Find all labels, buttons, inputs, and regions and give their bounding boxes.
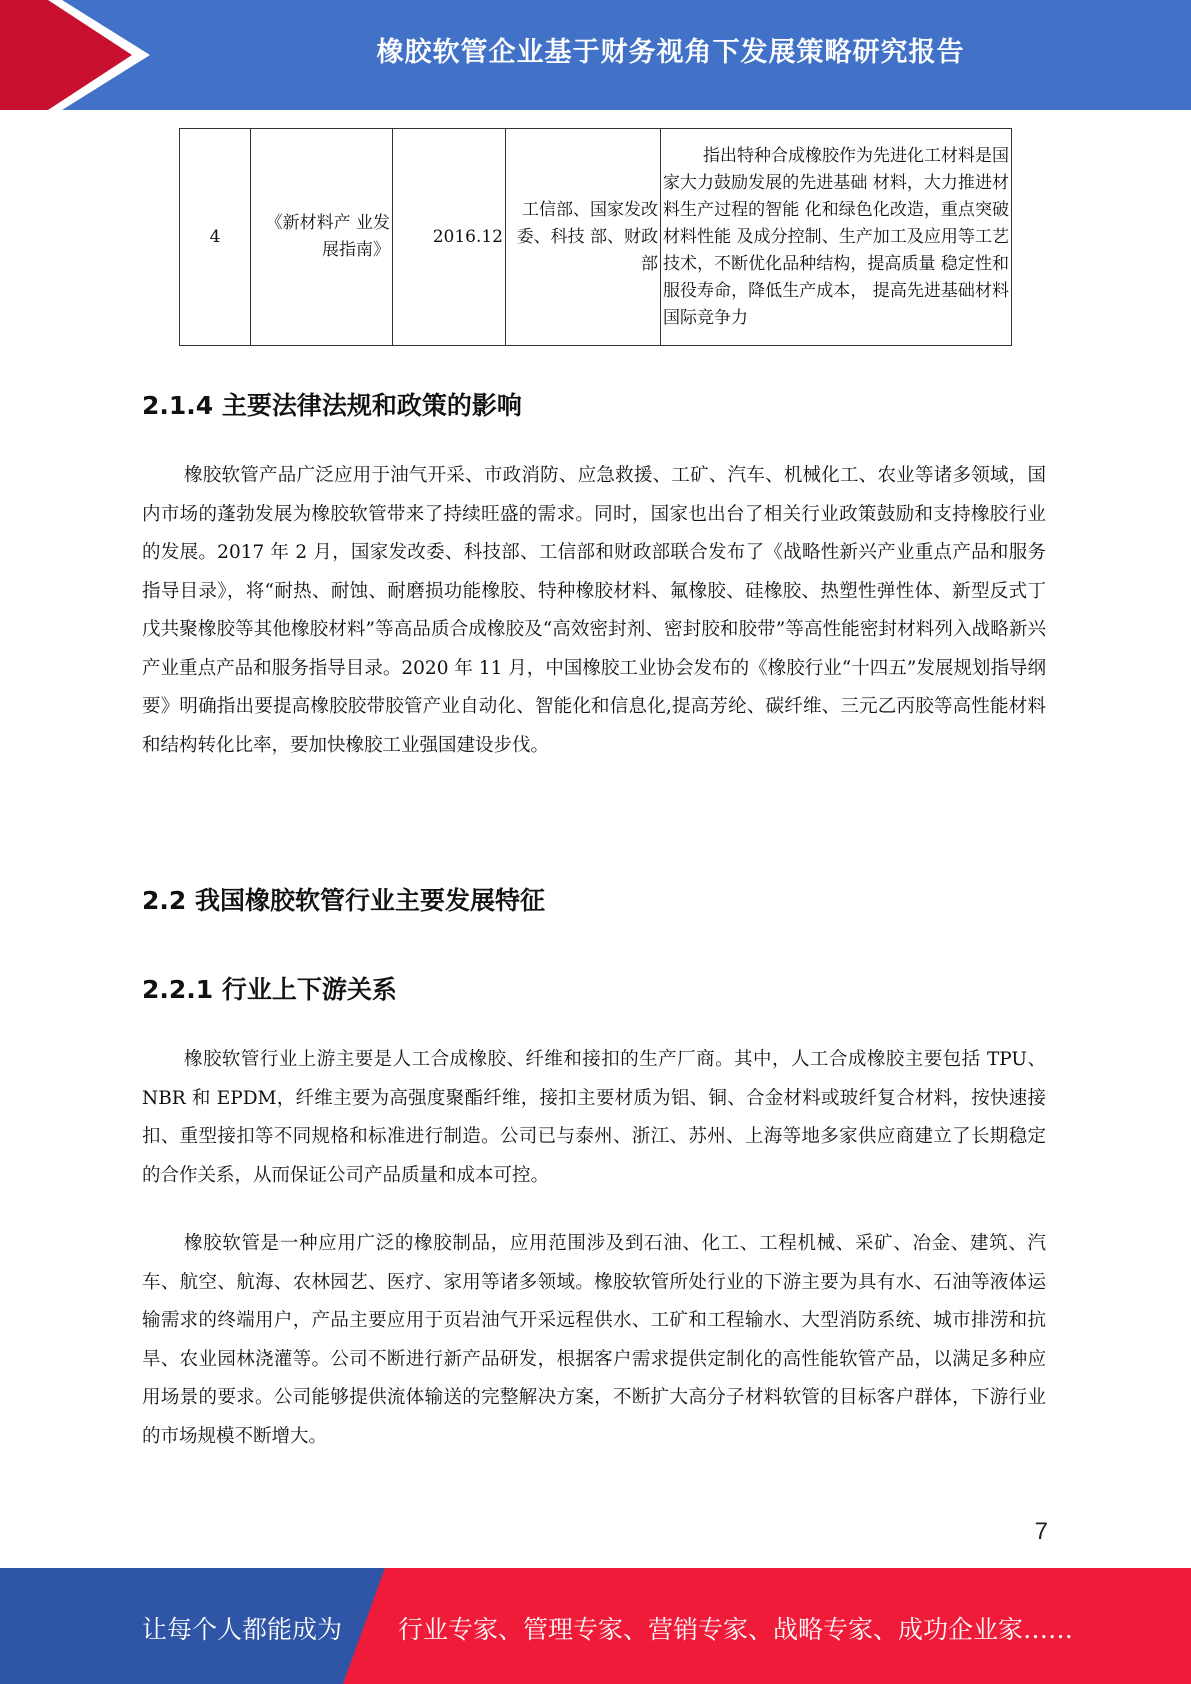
heading-2-2-1: 2.2.1 行业上下游关系 (142, 975, 397, 1004)
paragraph-upstream: 橡胶软管行业上游主要是人工合成橡胶、纤维和接扣的生产厂商。其中，人工合成橡胶主要包括 TPU、NBR 和 EPDM，纤维主要为高强度聚酯纤维，接扣主要材质为铝、铜、合金材料或玻纤复合材料，按快速接扣、重型接扣等不同规格和标准进行制造。公司已与泰州、浙江、苏州、上海等地多家供应商建立了长期稳定的合作关系，从而保证公司产品质量和成本可控。 (142, 1049, 1046, 1186)
cell-number: 4 (180, 129, 251, 346)
paragraph-policy-impact: 橡胶软管产品广泛应用于油气开采、市政消防、应急救援、工矿、汽车、机械化工、农业等诸多领域，国内市场的蓬勃发展为橡胶软管带来了持续旺盛的需求。同时，国家也出台了相关行业政策鼓励和支持橡胶行业的发展。2017 年 2 月，国家发改委、科技部、工信部和财政部联合发布了《战略性新兴产业重点产品和服务指导目录》，将“耐热、耐蚀、耐磨损功能橡胶、特种橡胶材料、氟橡胶、硅橡胶、热塑性弹性体、新型反式丁戊共聚橡胶等其他橡胶材料”等高品质合成橡胶及“高效密封剂、密封胶和胶带”等高性能密封材料列入战略新兴产业重点产品和服务指导目录。2020 年 11 月，中国橡胶工业协会发布的《橡胶行业“十四五”发展规划指导纲要》明确指出要提高橡胶胶带胶管产业自动化、智能化和信息化,提高芳纶、碳纤维、三元乙丙胶等高性能材料和结构转化比率，要加快橡胶工业强国建设步伐。 (142, 465, 1046, 756)
cell-policy-name: 《新材料产 业发展指南》 (251, 129, 393, 346)
cell-date: 2016.12 (393, 129, 506, 346)
paragraph-downstream: 橡胶软管是一种应用广泛的橡胶制品，应用范围涉及到石油、化工、工程机械、采矿、冶金、建筑、汽车、航空、航海、农林园艺、医疗、家用等诸多领域。橡胶软管所处行业的下游主要为具有水、石油等液体运输需求的终端用户，产品主要应用于页岩油气开采远程供水、工矿和工程输水、大型消防系统、城市排涝和抗旱、农业园林浇灌等。公司不断进行新产品研发，根据客户需求提供定制化的高性能软管产品，以满足多种应用场景的要求。公司能够提供流体输送的完整解决方案，不断扩大高分子材料软管的目标客户群体，下游行业的市场规模不断增大。 (142, 1233, 1046, 1447)
footer-slogan-right: 行业专家、管理专家、营销专家、战略专家、成功企业家…… (398, 1615, 1074, 1644)
cell-description: 指出特种合成橡胶作为先进化工材料是国家大力鼓励发展的先进基础 材料，大力推进材料生产过程的智能 化和绿色化改造，重点突破材料性能 及成分控制、生产加工及应用等工艺 技术，不断优化品种结构，提高质量 稳定性和服役寿命，降低生产成本， 提高先进基础材料国际竞争力 (661, 129, 1012, 346)
heading-2-1-4: 2.1.4 主要法律法规和政策的影响 (142, 391, 522, 420)
table-row (180, 129, 1012, 346)
header-arrow-decoration (0, 0, 150, 110)
page-footer (0, 1568, 1191, 1684)
cell-department: 工信部、国家发改委、科技 部、财政部 (506, 129, 661, 346)
policy-table (179, 128, 1012, 346)
footer-slogan-left: 让每个人都能成为 (142, 1615, 343, 1644)
page-header (0, 0, 1191, 110)
header-title: 橡胶软管企业基于财务视角下发展策略研究报告 (376, 37, 965, 68)
heading-2-2: 2.2 我国橡胶软管行业主要发展特征 (142, 886, 545, 915)
page-number: 7 (1034, 1518, 1048, 1545)
